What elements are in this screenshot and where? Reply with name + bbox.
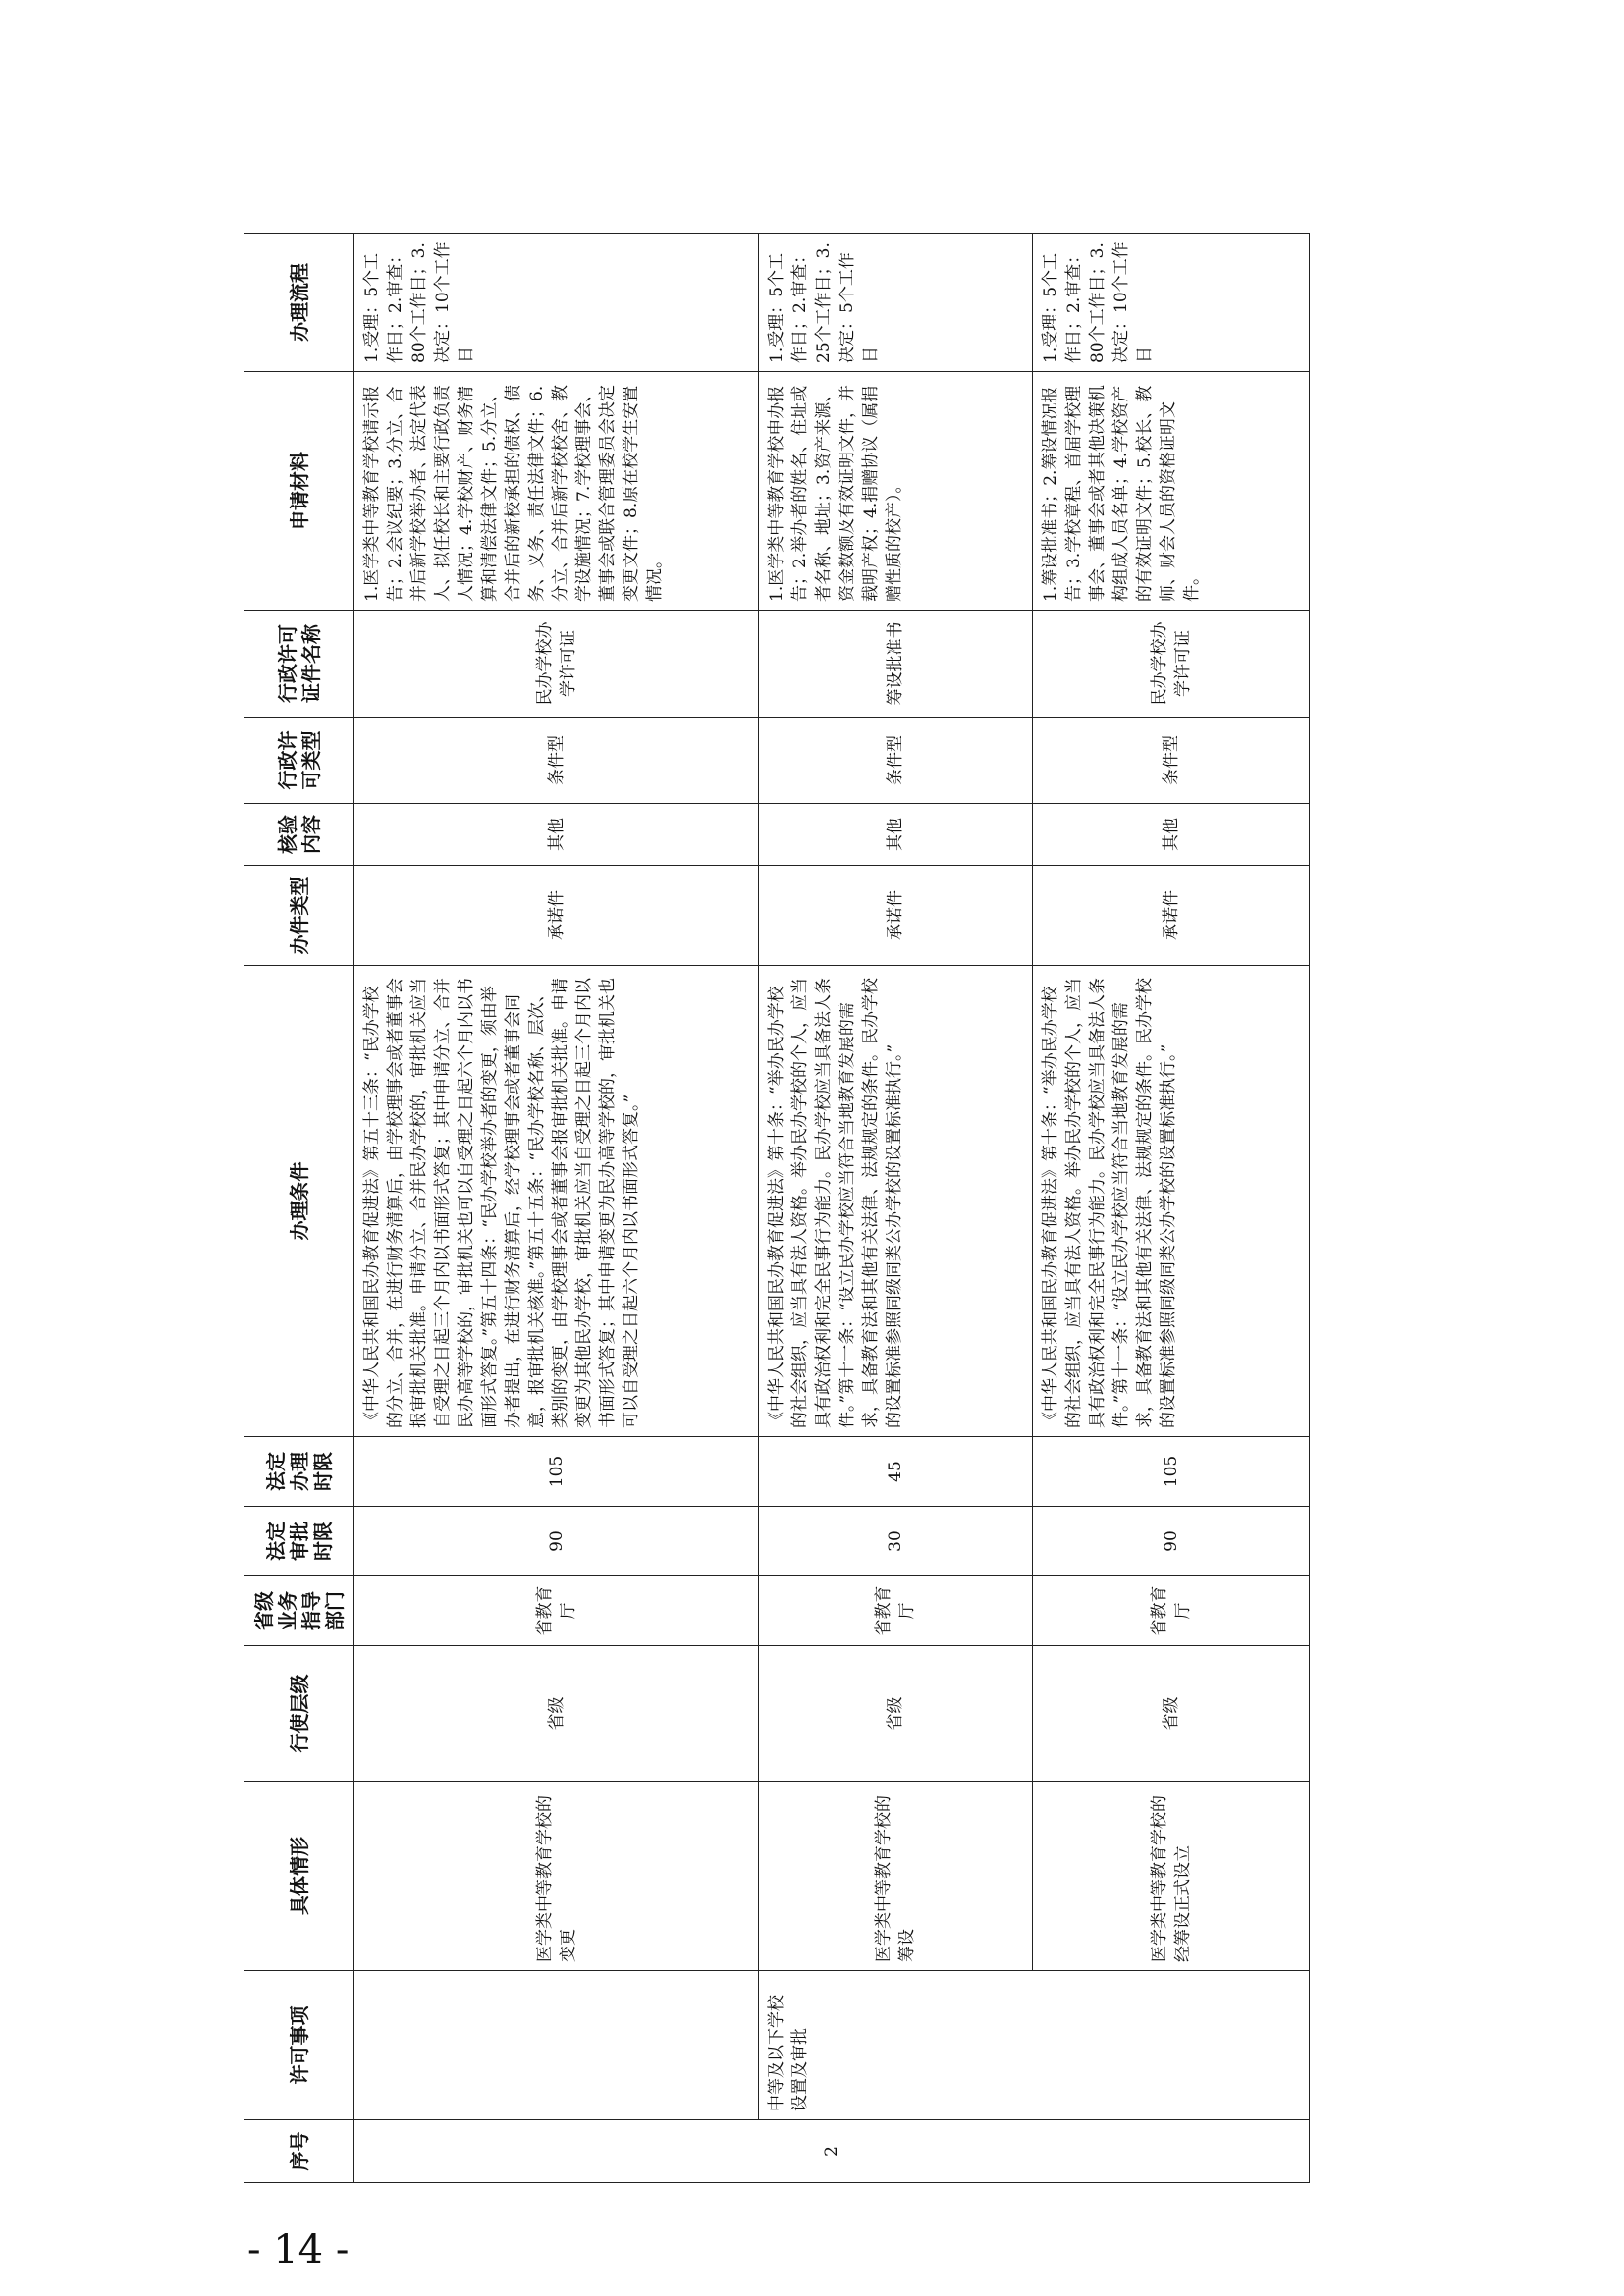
process-cell: 1.受理：5个工作日；2.审查：80个工作日；3.决定：10个工作日: [354, 234, 759, 372]
conditions-cell: 《中华人民共和国民办教育促进法》第五十三条：“民办学校的分立、合并，在进行财务清算后，由学校理事会或者董事会报审批机关批准。申请分立、合并民办学校的，审批机关应当自受理之日起三个月内以书面形式答复；其中申请分立、合并民办高等学校的，审批机关也可以自受理之日起六个月内以书面形式答复。”第五十四条：“民办学校举办者的变更，须由举办者提出，在进行财务清算后，经学校理事会或者董事会同意，报审批机关核准。”第五十五条：“民办学校名称、层次、类别的变更，由学校理事会或者董事会报审批机关批准。申请变更为其他民办学校，审批机关应当自受理之日起三个月内以书面形式答复；其中申请变更为民办高等学校的，审批机关也可以自受理之日起六个月内以书面形式答复。”: [354, 966, 759, 1437]
situation-cell: 医学类中等教育学校的筹设: [759, 1782, 1033, 1971]
dept-cell: 省教育厅: [759, 1576, 1033, 1646]
header-certificate: 行政许可证件名称: [244, 611, 354, 718]
table-row: [354, 234, 759, 2183]
header-serial: 序号: [244, 2120, 354, 2183]
process-cell: 1.受理：5个工作日；2.审查：25个工作日；3.决定：5个工作日: [759, 234, 1033, 372]
permit-table: [244, 233, 1310, 2183]
conditions-cell: 《中华人民共和国民办教育促进法》第十条：“举办民办学校的社会组织，应当具有法人资格。举办民办学校的个人，应当具有政治权利和完全民事行为能力。民办学校应当具备法人条件。”第十一条：“设立民办学校应当符合当地教育发展的需求，具备教育法和其他有关法律、法规规定的条件。民办学校的设置标准参照同级同类公办学校的设置标准执行。”: [759, 966, 1033, 1437]
verify-cell: 其他: [759, 804, 1033, 866]
case-type-cell: 承诺件: [1033, 866, 1310, 966]
level-cell: 省级: [759, 1646, 1033, 1782]
materials-cell: 1.医学类中等教育学校申办报告；2.举办者的姓名、住址或者名称、地址；3.资产来源、资金数额及有效证明文件，并载明产权；4.捐赠协议（属捐赠性质的校产）。: [759, 372, 1033, 611]
header-level: 行使层级: [244, 1646, 354, 1782]
verify-cell: 其他: [354, 804, 759, 866]
dept-cell: 省教育厅: [1033, 1576, 1310, 1646]
permit-type-cell: 条件型: [1033, 718, 1310, 804]
conditions-cell: 《中华人民共和国民办教育促进法》第十条：“举办民办学校的社会组织，应当具有法人资格。举办民办学校的个人，应当具有政治权利和完全民事行为能力。民办学校应当具备法人条件。”第十一条：“设立民办学校应当符合当地教育发展的需求，具备教育法和其他有关法律、法规规定的条件。民办学校的设置标准参照同级同类公办学校的设置标准执行。”: [1033, 966, 1310, 1437]
handling-days-cell: 105: [354, 1437, 759, 1507]
header-materials: 申请材料: [244, 372, 354, 611]
header-permit-type: 行政许可类型: [244, 718, 354, 804]
header-row: [244, 234, 354, 2183]
level-cell: 省级: [354, 1646, 759, 1782]
situation-cell: 医学类中等教育学校的变更: [354, 1782, 759, 1971]
materials-cell: 1.医学类中等教育学校请示报告；2.会议纪要；3.分立、合并后新学校举办者、法定代表人、拟任校长和主要行政负责人情况；4.学校财产、财务清算和清偿法律文件；5.分立、合并后的新校承担的债权、债务、义务、责任法律文件；6.分立、合并后新学校校舍、教学设施情况；7.学校理事会、董事会或联合管理委员会决定变更文件；8.原在校学生安置情况。: [354, 372, 759, 611]
approval-days-cell: 90: [354, 1507, 759, 1576]
case-type-cell: 承诺件: [354, 866, 759, 966]
permit-item-top: [354, 1971, 759, 2120]
header-handling-days: 法定办理时限: [244, 1437, 354, 1507]
header-dept: 省级业务指导部门: [244, 1576, 354, 1646]
approval-days-cell: 30: [759, 1507, 1033, 1576]
handling-days-cell: 45: [759, 1437, 1033, 1507]
process-cell: 1.受理：5个工作日；2.审查：80个工作日；3.决定：10个工作日: [1033, 234, 1310, 372]
page-number: - 14 -: [247, 2227, 350, 2272]
header-process: 办理流程: [244, 234, 354, 372]
materials-cell: 1.筹设批准书；2.筹设情况报告；3.学校章程、首届学校理事会、董事会或者其他决策机构组成人员名单；4.学校资产的有效证明文件；5.校长、教师、财会人员的资格证明文件。: [1033, 372, 1310, 611]
handling-days-cell: 105: [1033, 1437, 1310, 1507]
certificate-cell: 民办学校办学许可证: [1033, 611, 1310, 718]
header-case-type: 办件类型: [244, 866, 354, 966]
permit-item-cell: 中等及以下学校设置及审批: [759, 1971, 1310, 2120]
certificate-cell: 民办学校办学许可证: [354, 611, 759, 718]
table-row: [1033, 234, 1310, 2183]
header-situation: 具体情形: [244, 1782, 354, 1971]
situation-cell: 医学类中等教育学校的经筹设正式设立: [1033, 1782, 1310, 1971]
certificate-cell: 筹设批准书: [759, 611, 1033, 718]
dept-cell: 省教育厅: [354, 1576, 759, 1646]
serial-cell: 2: [354, 2120, 1310, 2183]
header-conditions: 办理条件: [244, 966, 354, 1437]
permit-type-cell: 条件型: [759, 718, 1033, 804]
header-approval-days: 法定审批时限: [244, 1507, 354, 1576]
case-type-cell: 承诺件: [759, 866, 1033, 966]
header-verify: 核验内容: [244, 804, 354, 866]
level-cell: 省级: [1033, 1646, 1310, 1782]
permit-type-cell: 条件型: [354, 718, 759, 804]
approval-days-cell: 90: [1033, 1507, 1310, 1576]
table-row: [759, 234, 1033, 2183]
verify-cell: 其他: [1033, 804, 1310, 866]
header-permit-item: 许可事项: [244, 1971, 354, 2120]
